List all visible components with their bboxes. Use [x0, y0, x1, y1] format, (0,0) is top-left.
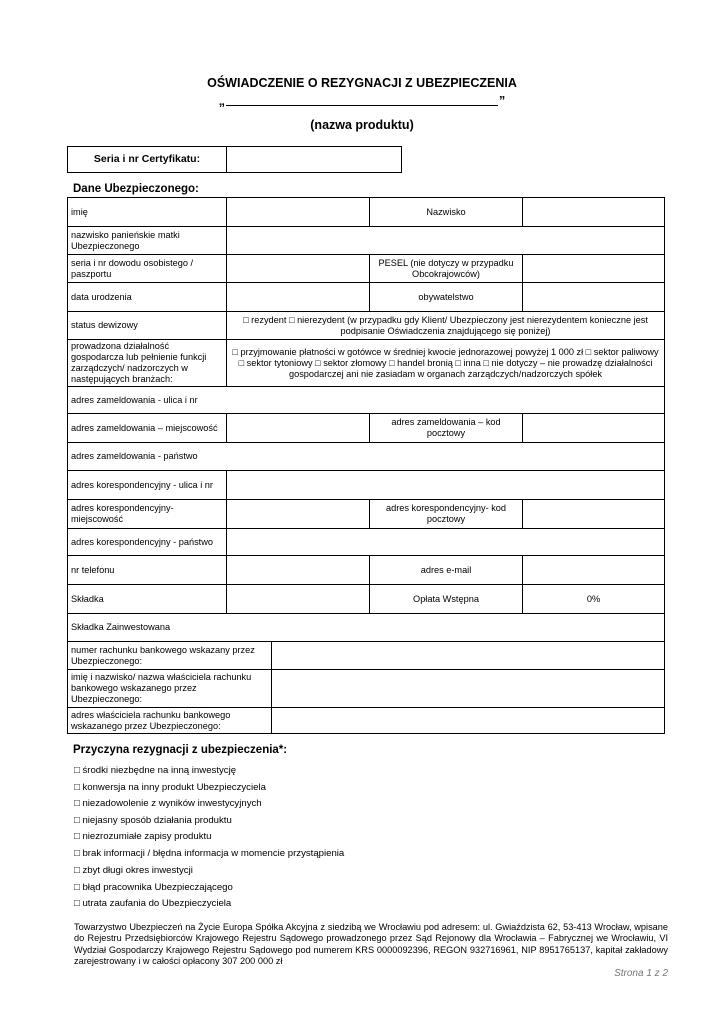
- product-name-blank[interactable]: [226, 104, 498, 106]
- close-quote: ”: [499, 94, 506, 108]
- pesel-input[interactable]: [523, 255, 665, 283]
- account-owner-name-label: imię i nazwisko/ nazwa właściciela rachunku bankowego wskazanego przez Ubezpieczonego:: [68, 670, 272, 708]
- account-owner-address-input[interactable]: [272, 708, 665, 734]
- product-name-caption: (nazwa produktu): [310, 118, 414, 132]
- email-input[interactable]: [523, 556, 665, 585]
- premium-label: Składka: [68, 585, 227, 614]
- registered-city-input[interactable]: [227, 414, 370, 443]
- citizenship-input[interactable]: [523, 283, 665, 312]
- reason-section-title: Przyczyna rezygnacji z ubezpieczenia*:: [73, 744, 288, 756]
- bank-account-label: numer rachunku bankowego wskazany przez Ubezpieczonego:: [68, 642, 272, 670]
- reason-option[interactable]: □ niezadowolenie z wyników inwestycyjnych: [74, 798, 262, 809]
- mother-maiden-name-input[interactable]: [227, 227, 665, 255]
- company-footer: Towarzystwo Ubezpieczeń na Życie Europa Spółka Akcyjna z siedzibą we Wrocławiu pod adresem: ul. Gwiaździsta 62, 53-413 Wrocław, wpisane do Rejestru Przedsiębiorców Krajowego Rejestru Sądowego prowadzonego przez Sąd Rejonowy dla Wrocławia – Fabrycznej we Wrocławiu, VI Wydział Gospodarczy Krajowego Rejestru Sądowego pod numerem KRS 0000092396, REGON 932716961, NIP 8951765137, kapitał zakładowy zarejestrowany i w całości opłacony 307 200 000 zł: [74, 922, 668, 967]
- last-name-label: Nazwisko: [370, 198, 523, 227]
- correspondence-postcode-input[interactable]: [523, 500, 665, 529]
- reason-option[interactable]: □ brak informacji / błędna informacja w momencie przystąpienia: [74, 848, 345, 859]
- reason-option[interactable]: □ niezrozumiałe zapisy produktu: [74, 831, 212, 842]
- phone-label: nr telefonu: [68, 556, 227, 585]
- correspondence-street-input[interactable]: [227, 471, 665, 500]
- birth-date-input[interactable]: [227, 283, 370, 312]
- citizenship-label: obywatelstwo: [370, 283, 523, 312]
- business-activity-options[interactable]: □ przyjmowanie płatności w gotówce w średniej kwocie jednorazowej powyżej 1 000 zł □ sektor paliwowy □ sektor tytoniowy □ sektor złomowy □ handel bronią □ inna □ nie dotyczy – nie prowadzę działalności gospodarczej ani nie zasiadam w organach zarządczych/nadzorczych spółek: [227, 340, 665, 387]
- correspondence-country-input[interactable]: [227, 529, 665, 556]
- correspondence-city-label: adres korespondencyjny- miejscowość: [68, 500, 227, 529]
- reason-option[interactable]: □ utrata zaufania do Ubezpieczyciela: [74, 898, 232, 909]
- reason-option[interactable]: □ zbyt długi okres inwestycji: [74, 865, 193, 876]
- document-title: OŚWIADCZENIE O REZYGNACJI Z UBEZPIECZENIA: [207, 76, 517, 90]
- correspondence-street-label: adres korespondencyjny - ulica i nr: [68, 471, 227, 500]
- correspondence-city-input[interactable]: [227, 500, 370, 529]
- invested-premium-label[interactable]: Składka Zainwestowana: [68, 614, 665, 642]
- page-number: Strona 1 z 2: [614, 968, 668, 979]
- registered-postcode-input[interactable]: [523, 414, 665, 443]
- account-owner-name-input[interactable]: [272, 670, 665, 708]
- currency-status-label: status dewizowy: [68, 312, 227, 340]
- phone-input[interactable]: [227, 556, 370, 585]
- first-name-label: imię: [68, 198, 227, 227]
- currency-status-options[interactable]: □ rezydent □ nierezydent (w przypadku gdy Klient/ Ubezpieczony jest nierezydentem konieczne jest podpisanie Oświadczenia znajdującego się poniżej): [227, 312, 665, 340]
- first-name-input[interactable]: [227, 198, 370, 227]
- open-quote: „: [218, 94, 225, 108]
- certificate-label: Seria i nr Certyfikatu:: [68, 147, 227, 173]
- bank-account-input[interactable]: [272, 642, 665, 670]
- reason-option[interactable]: □ środki niezbędne na inną inwestycję: [74, 765, 237, 776]
- pesel-label: PESEL (nie dotyczy w przypadku Obcokrajowców): [370, 255, 523, 283]
- reason-option[interactable]: □ konwersja na inny produkt Ubezpieczyciela: [74, 782, 266, 793]
- certificate-table: [67, 146, 402, 173]
- email-label: adres e-mail: [370, 556, 523, 585]
- id-document-input[interactable]: [227, 255, 370, 283]
- registered-postcode-label: adres zameldowania – kod pocztowy: [370, 414, 523, 443]
- insured-data-table: [67, 197, 665, 734]
- mother-maiden-name-label: nazwisko panieńskie matki Ubezpieczonego: [68, 227, 227, 255]
- last-name-input[interactable]: [523, 198, 665, 227]
- certificate-input[interactable]: [227, 147, 402, 173]
- reason-option[interactable]: □ błąd pracownika Ubezpieczającego: [74, 882, 233, 893]
- account-owner-address-label: adres właściciela rachunku bankowego wskazanego przez Ubezpieczonego:: [68, 708, 272, 734]
- reason-option[interactable]: □ niejasny sposób działania produktu: [74, 815, 232, 826]
- correspondence-postcode-label: adres korespondencyjny- kod pocztowy: [370, 500, 523, 529]
- registered-city-label: adres zameldowania – miejscowość: [68, 414, 227, 443]
- id-document-label: seria i nr dowodu osobistego / paszportu: [68, 255, 227, 283]
- correspondence-country-label: adres korespondencyjny - państwo: [68, 529, 227, 556]
- product-name-line[interactable]: [0, 94, 724, 108]
- registered-country-label[interactable]: adres zameldowania - państwo: [68, 443, 665, 471]
- registered-street-label[interactable]: adres zameldowania - ulica i nr: [68, 387, 665, 414]
- birth-date-label: data urodzenia: [68, 283, 227, 312]
- business-activity-label: prowadzona działalność gospodarcza lub pełnienie funkcji zarządczych/ nadzorczych w następujących branżach:: [68, 340, 227, 387]
- premium-input[interactable]: [227, 585, 370, 614]
- entry-fee-value: 0%: [523, 585, 665, 614]
- entry-fee-label: Opłata Wstępna: [370, 585, 523, 614]
- insured-section-title: Dane Ubezpieczonego:: [73, 183, 199, 195]
